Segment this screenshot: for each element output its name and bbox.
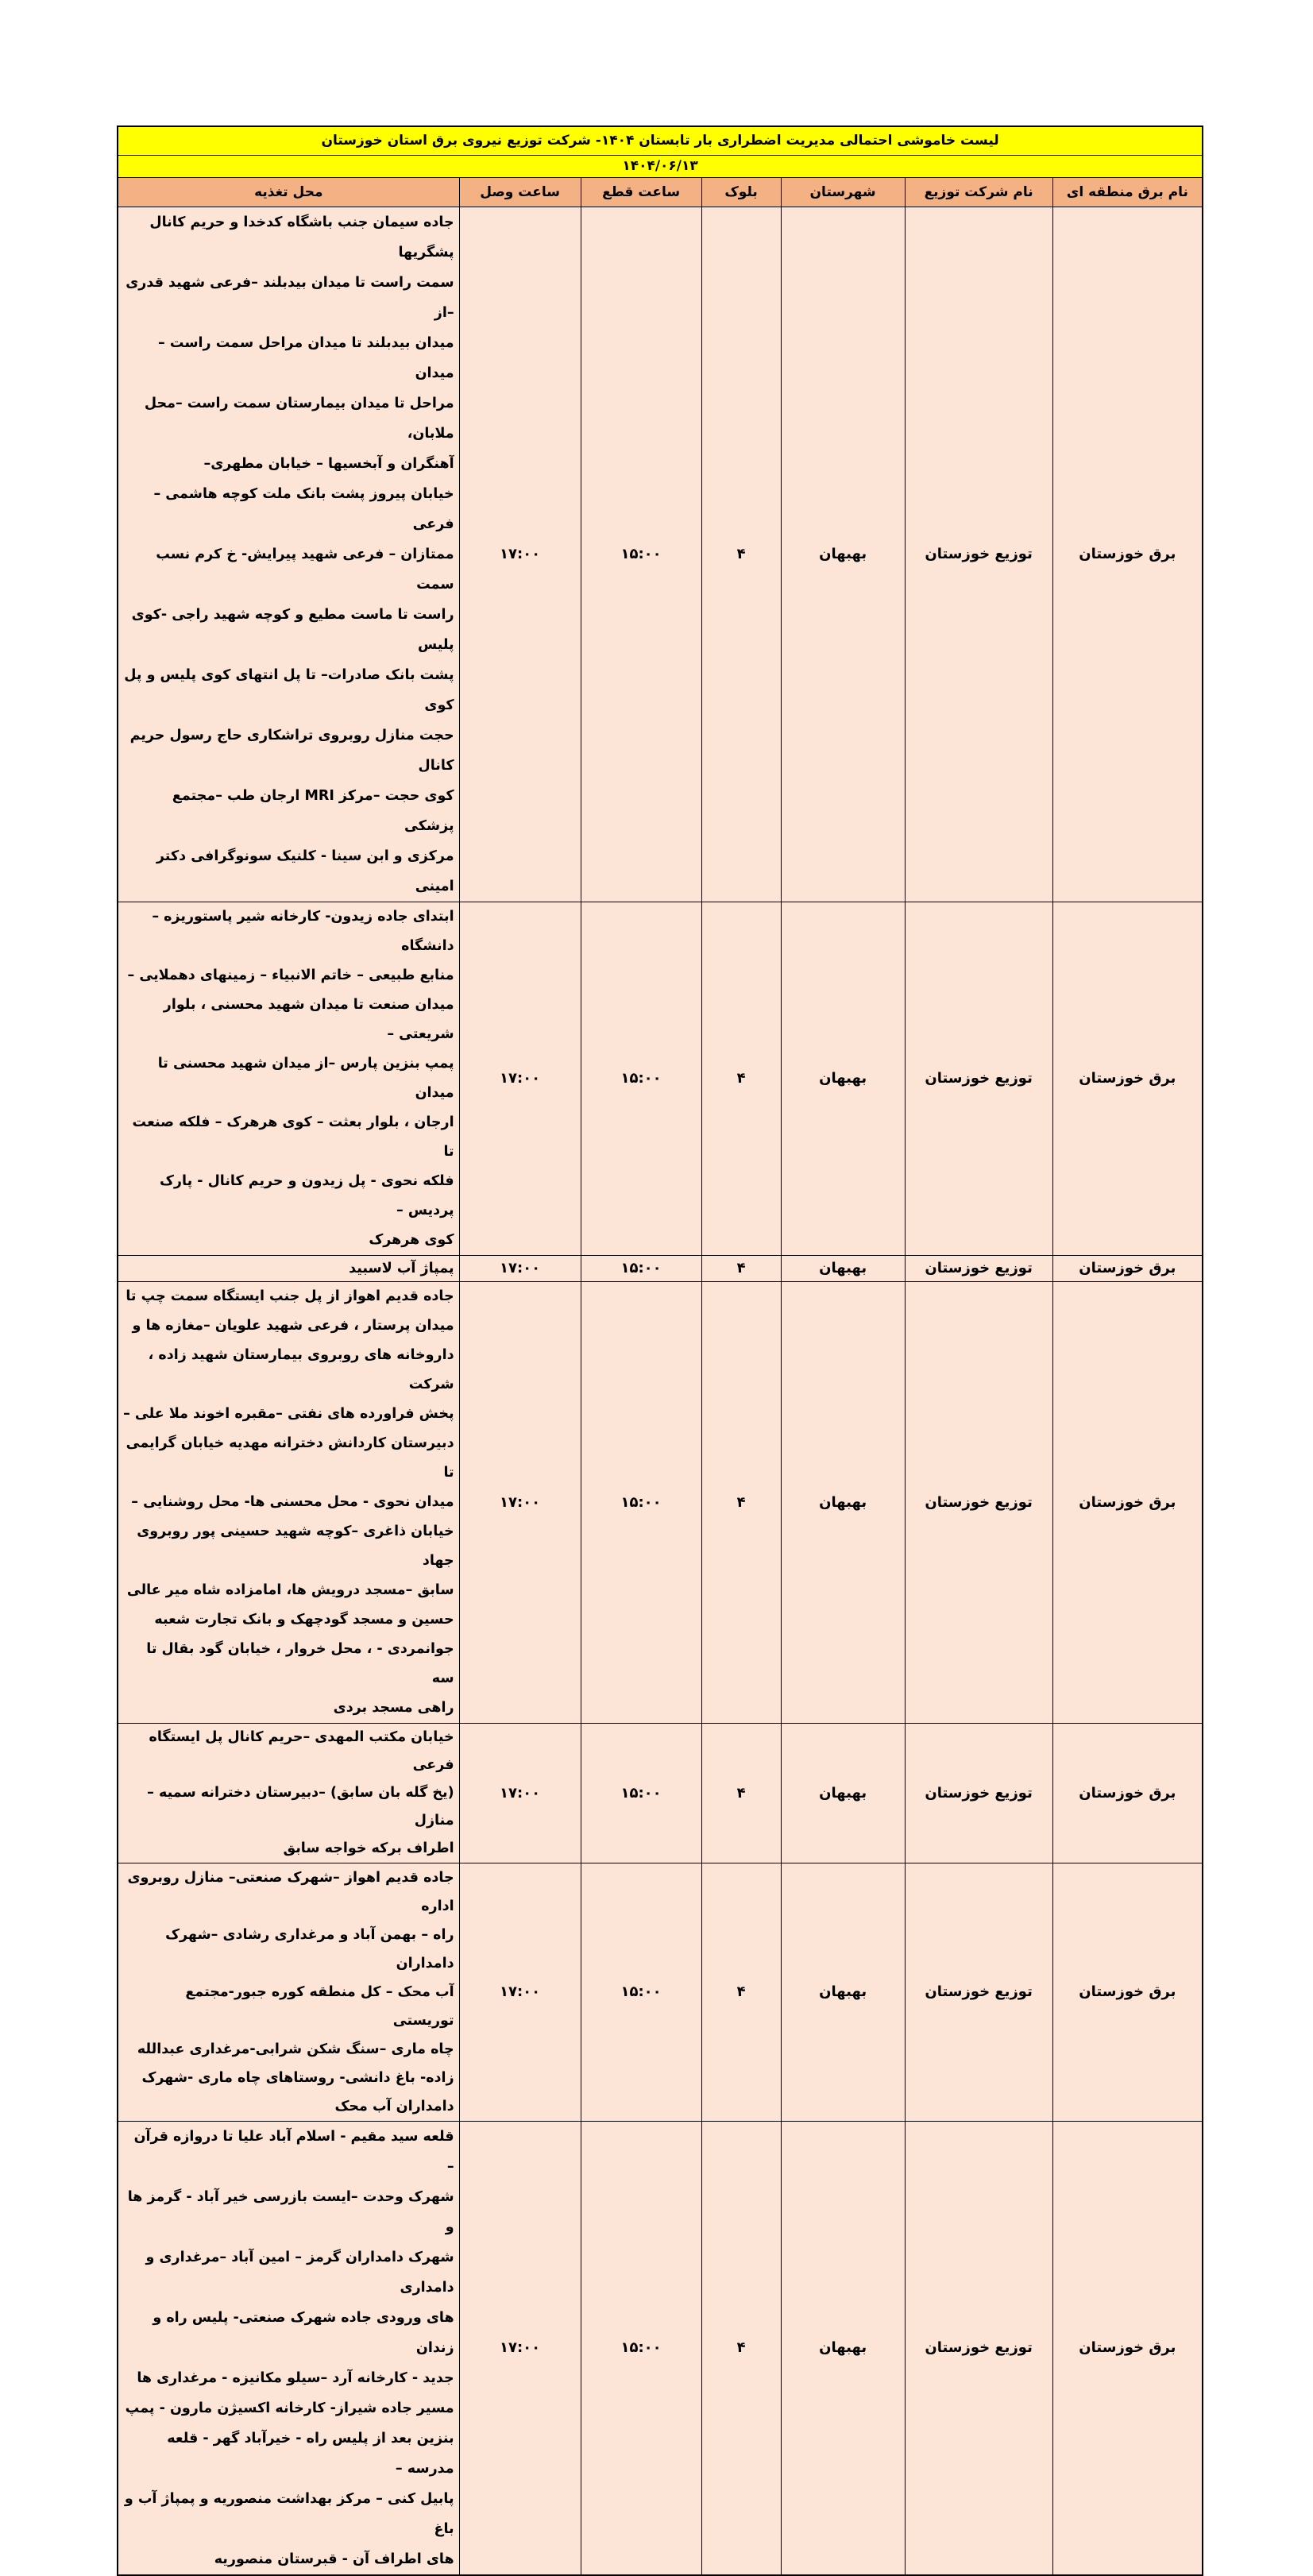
cell-connect-time: ۱۷:۰۰	[459, 1863, 581, 2121]
cell-location	[118, 1255, 459, 1281]
header-connect-time: ساعت وصل	[459, 177, 581, 207]
table-row	[118, 1255, 1203, 1281]
cell-company: توزیع خوزستان	[905, 207, 1052, 902]
cell-cut-time: ۱۵:۰۰	[581, 2121, 701, 2575]
cell-cut-time: ۱۵:۰۰	[581, 1281, 701, 1723]
table-row	[118, 902, 1203, 1255]
location-text: جاده قدیم اهواز از پل جنب ایستگاه سمت چپ تا میدان پرستار ، فرعی شهید علویان –مغازه ها و داروخانه های روبروی بیمارستان شهید زاده ، شرکت پخش فراورده های نفتی –مقبره اخوند ملا علی – دبیرستان کاردانش دخترانه مهدیه خیابان گرایمی تا میدان نحوی - محل محسنی ها- محل روشنایی – خیابان ذاغری –کوچه شهید حسینی پور روبروی جهاد سابق –مسجد درویش ها، امامزاده شاه میر عالی حسین و مسجد گودچهک و بانک تجارت شعبه جوانمردی - ، محل خروار ، خیابان گود بقال تا سه راهی مسجد بردی	[123, 1288, 454, 1716]
cell-city: بهبهان	[781, 1255, 905, 1281]
cell-region: برق خوزستان	[1052, 2121, 1203, 2575]
cell-company: توزیع خوزستان	[905, 902, 1052, 1255]
header-region: نام برق منطقه ای	[1052, 177, 1203, 207]
cell-city: بهبهان	[781, 2121, 905, 2575]
cell-block: ۴	[701, 902, 781, 1255]
cell-block: ۴	[701, 1255, 781, 1281]
header-city: شهرستان	[781, 177, 905, 207]
cell-company: توزیع خوزستان	[905, 1863, 1052, 2121]
cell-region: برق خوزستان	[1052, 902, 1203, 1255]
table-row	[118, 1863, 1203, 2121]
cell-location	[118, 207, 459, 902]
header-company: نام شرکت توزیع	[905, 177, 1052, 207]
cell-region: برق خوزستان	[1052, 1281, 1203, 1723]
cell-connect-time: ۱۷:۰۰	[459, 2121, 581, 2575]
outage-table	[117, 126, 1203, 2576]
cell-location	[118, 1723, 459, 1863]
cell-cut-time: ۱۵:۰۰	[581, 1723, 701, 1863]
cell-cut-time: ۱۵:۰۰	[581, 207, 701, 902]
table-date: ۱۴۰۴/۰۶/۱۳	[118, 155, 1203, 177]
cell-city: بهبهان	[781, 1281, 905, 1723]
cell-city: بهبهان	[781, 902, 905, 1255]
cell-city: بهبهان	[781, 1723, 905, 1863]
cell-block: ۴	[701, 2121, 781, 2575]
cell-connect-time: ۱۷:۰۰	[459, 1255, 581, 1281]
cell-cut-time: ۱۵:۰۰	[581, 1863, 701, 2121]
location-text: پمپاژ آب لاسبید	[349, 1260, 454, 1276]
cell-location	[118, 1863, 459, 2121]
header-row	[118, 177, 1203, 207]
location-text: جاده قدیم اهواز –شهرک صنعتی– منازل روبروی اداره راه – بهمن آباد و مرغداری رشادی –شهرک دامداران آب محک – کل منطقه کوره جبور-مجتمع توریستی چاه ماری –سنگ شکن شرابی-مرغداری عبدالله زاده- باغ دانشی- روستاهای چاه ماری -شهرک دامداران آب محک	[127, 1869, 454, 2114]
cell-company: توزیع خوزستان	[905, 1255, 1052, 1281]
cell-location	[118, 2121, 459, 2575]
cell-location	[118, 1281, 459, 1723]
table-row	[118, 1723, 1203, 1863]
header-cut-time: ساعت قطع	[581, 177, 701, 207]
cell-block: ۴	[701, 207, 781, 902]
cell-connect-time: ۱۷:۰۰	[459, 207, 581, 902]
cell-region: برق خوزستان	[1052, 1723, 1203, 1863]
cell-block: ۴	[701, 1863, 781, 2121]
cell-city: بهبهان	[781, 207, 905, 902]
table-row	[118, 207, 1203, 902]
cell-region: برق خوزستان	[1052, 207, 1203, 902]
cell-company: توزیع خوزستان	[905, 1723, 1052, 1863]
cell-block: ۴	[701, 1281, 781, 1723]
cell-connect-time: ۱۷:۰۰	[459, 1723, 581, 1863]
location-text: جاده سیمان جنب باشگاه کدخدا و حریم کانال پشگریها سمت راست تا میدان بیدبلند –فرعی شهید قدری –از میدان بیدبلند تا میدان مراحل سمت راست –میدان مراحل تا میدان بیمارستان سمت راست –محل ملابان، آهنگران و آبخسیها – خیابان مطهری– خیابان پیروز پشت بانک ملت کوچه هاشمی – فرعی ممتازان – فرعی شهید پیرایش- خ کرم نسب سمت راست تا ماست مطیع و کوچه شهید راجی -کوی پلیس پشت بانک صادرات– تا پل انتهای کوی پلیس و پل کوی حجت منازل روبروی تراشکاری حاج رسول حریم کانال کوی حجت –مرکز MRI ارجان طب –مجتمع پزشکی مرکزی و ابن سینا - کلنیک سونوگرافی دکتر امینی	[124, 214, 454, 894]
table-row	[118, 1281, 1203, 1723]
cell-region: برق خوزستان	[1052, 1255, 1203, 1281]
location-text: خیابان مکتب المهدی –حریم کانال پل ایستگاه فرعی (یخ گله بان سابق) –دبیرستان دخترانه سمیه –منازل اطراف برکه خواجه سابق	[147, 1728, 454, 1856]
cell-connect-time: ۱۷:۰۰	[459, 1281, 581, 1723]
cell-location	[118, 902, 459, 1255]
table-row	[118, 2121, 1203, 2575]
cell-connect-time: ۱۷:۰۰	[459, 902, 581, 1255]
cell-cut-time: ۱۵:۰۰	[581, 902, 701, 1255]
table-title: لیست خاموشی احتمالی مدیریت اضطراری بار تابستان ۱۴۰۴- شرکت توزیع نیروی برق استان خوزستان	[118, 126, 1203, 155]
header-location: محل تغذیه	[118, 177, 459, 207]
cell-company: توزیع خوزستان	[905, 2121, 1052, 2575]
location-text: قلعه سید مقیم - اسلام آباد علیا تا دروازه قرآن – شهرک وحدت –ایست بازرسی خیر آباد - گرمز ها و شهرک دامداران گرمز – امین آباد –مرغداری و دامداری های ورودی جاده شهرک صنعتی- پلیس راه و زندان جدید - کارخانه آرد –سیلو مکانیزه - مرغداری ها مسیر جاده شیراز- کارخانه اکسیژن مارون - پمپ بنزین بعد از پلیس راه - خیرآباد گهر - قلعه مدرسه – پابیل کنی – مرکز بهداشت منصوریه و پمپاژ آب و باغ های اطراف آن - قبرستان منصوریه	[124, 2128, 454, 2567]
cell-cut-time: ۱۵:۰۰	[581, 1255, 701, 1281]
header-block: بلوک	[701, 177, 781, 207]
cell-block: ۴	[701, 1723, 781, 1863]
location-text: ابتدای جاده زیدون- کارخانه شیر پاستوریزه –دانشگاه منابع طبیعی – خاتم الانبیاء – زمینهای دهملایی – میدان صنعت تا میدان شهید محسنی ، بلوار شریعتی – پمپ بنزین پارس –از میدان شهید محسنی تا میدان ارجان ، بلوار بعثت – کوی هرهرک – فلکه صنعت تا فلکه نحوی - پل زیدون و حریم کانال - پارک پردیس – کوی هرهرک	[127, 908, 454, 1248]
cell-company: توزیع خوزستان	[905, 1281, 1052, 1723]
cell-region: برق خوزستان	[1052, 1863, 1203, 2121]
cell-city: بهبهان	[781, 1863, 905, 2121]
